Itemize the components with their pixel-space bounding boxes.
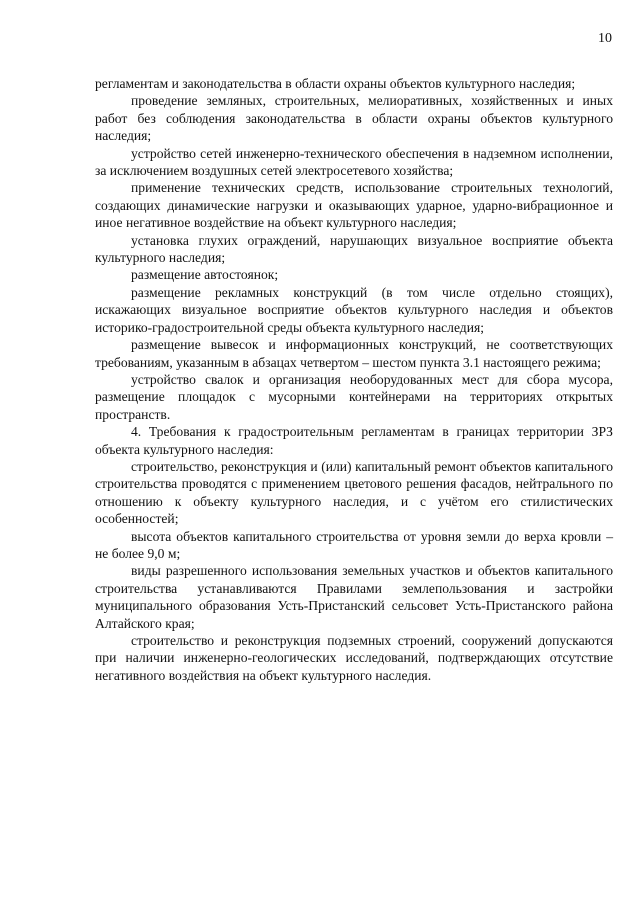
document-body bbox=[95, 75, 613, 684]
paragraph-dumps: устройство свалок и организация необорудованных мест для сбора мусора, размещение площадок с мусорными контейнерами на территориях открытых пространств. bbox=[95, 371, 613, 422]
page-number: 10 bbox=[598, 31, 612, 46]
paragraph-facade-colors: строительство, реконструкция и (или) капитальный ремонт объектов капитального строительства проводятся с применением цветового решения фасадов, нейтрального по отношению к объекту культурного наследия, и с учётом его стилистических особенностей; bbox=[95, 458, 613, 527]
paragraph-signboards: размещение вывесок и информационных конструкций, не соответствующих требованиям, указанным в абзацах четвертом – шестом пункта 3.1 настоящего режима; bbox=[95, 337, 613, 370]
paragraph-advertising: размещение рекламных конструкций (в том числе отдельно стоящих), искажающих визуальное восприятие объектов культурного наследия и объектов историко-градостроительной среды объекта культурного наследия; bbox=[95, 284, 613, 335]
paragraph-permitted-use: виды разрешенного использования земельных участков и объектов капитального строительства устанавливаются Правилами землепользования и застройки муниципального образования Усть-Пристанский сельсовет Усть-Пристанского района Алтайского края; bbox=[95, 563, 613, 631]
paragraph-overhead-networks: устройство сетей инженерно-технического обеспечения в надземном исполнении, за исключением воздушных сетей электросетевого хозяйства; bbox=[95, 145, 613, 179]
paragraph-parking: размещение автостоянок; bbox=[131, 267, 279, 283]
paragraph-solid-fences: установка глухих ограждений, нарушающих визуальное восприятие объекта культурного наследия; bbox=[95, 232, 613, 266]
paragraph-technical-means: применение технических средств, использование строительных технологий, создающих динамические нагрузки и оказывающих ударное, ударно-вибрационное и иное негативное воздействие на объект культурного наследия; bbox=[95, 180, 613, 231]
paragraph-height-limit: высота объектов капитального строительства от уровня земли до верха кровли – не более 9,0 м; bbox=[95, 528, 613, 561]
paragraph-continuation: регламентам и законодательства в области охраны объектов культурного наследия; bbox=[95, 76, 576, 91]
paragraph-underground: строительство и реконструкция подземных строений, сооружений допускаются при наличии инженерно-геологических исследований, подтверждающих отсутствие негативного воздействия на объект культурного наследия. bbox=[95, 633, 613, 683]
paragraph-section-4-heading: 4. Требования к градостроительным регламентам в границах территории ЗРЗ объекта культурного наследия: bbox=[95, 424, 613, 457]
paragraph-earthworks: проведение земляных, строительных, мелиоративных, хозяйственных и иных работ без соблюдения законодательства в области охраны объектов культурного наследия; bbox=[95, 93, 613, 144]
